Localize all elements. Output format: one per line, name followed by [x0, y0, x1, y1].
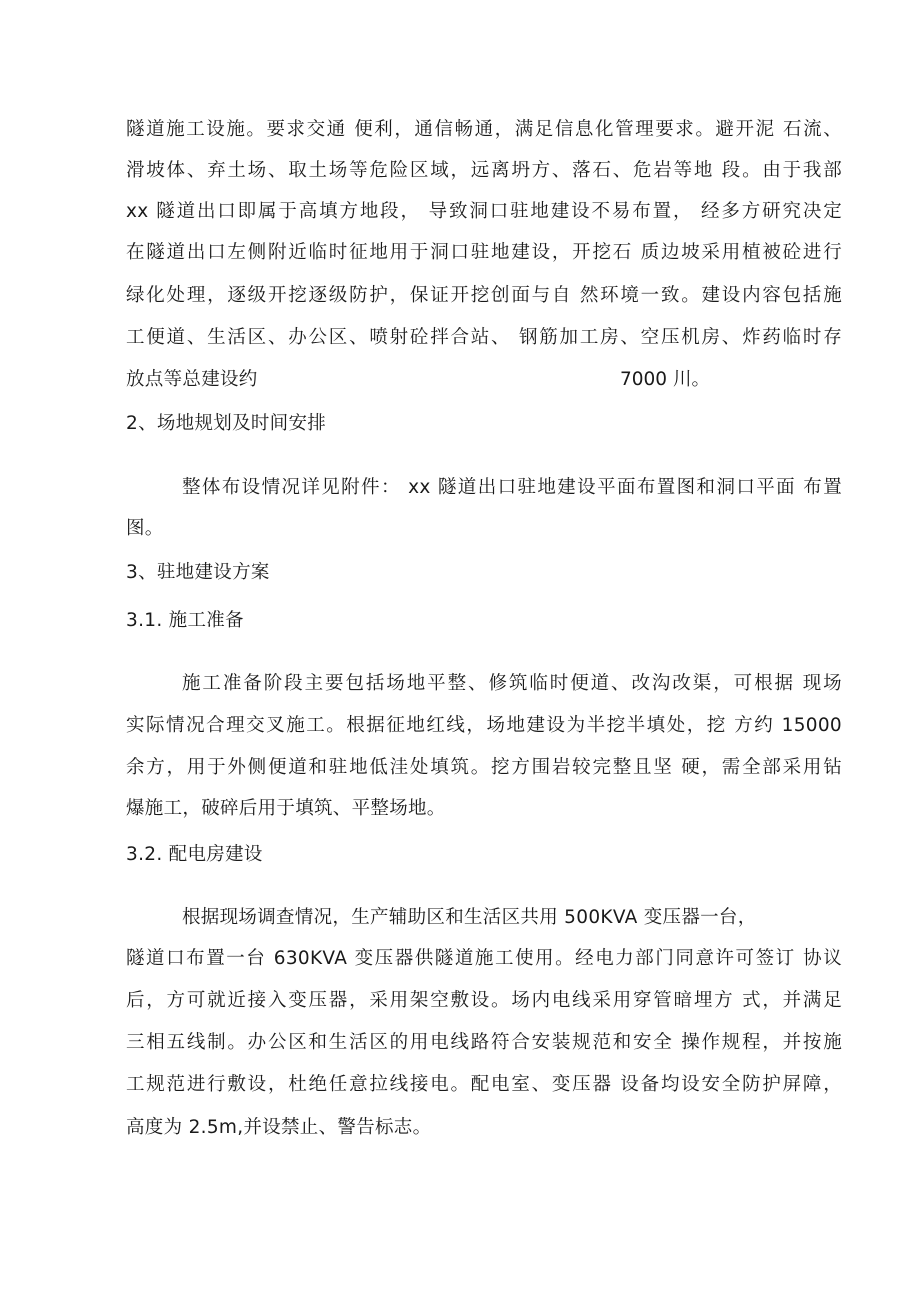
section2-paragraph-line-2: 图。 — [126, 518, 164, 539]
section3-2-line-4: 三相五线制。办公区和生活区的用电线路符合安装规范和安全 操作规程，并按施 — [126, 1032, 842, 1053]
paragraph1-last-line-right: 7000 川。 — [620, 369, 710, 390]
section3-2-line-2: 隧道口布置一台 630KVA 变压器供隧道施工使用。经电力部门同意许可签订 协议 — [126, 948, 842, 969]
section3-1-line-4: 爆施工，破碎后用于填筑、平整场地。 — [126, 798, 446, 819]
paragraph1-last-line-left: 放点等总建设约 — [126, 369, 258, 390]
section3-1-line-3: 余方，用于外侧便道和驻地低洼处填筑。挖方围岩较完整且坚 硬，需全部采用钻 — [126, 757, 842, 778]
section3-1-heading: 3.1. 施工准备 — [126, 610, 244, 631]
section2-paragraph-line-1: 整体布设情况详见附件： xx 隧道出口驻地建设平面布置图和洞口平面 布置 — [182, 477, 842, 498]
section3-1-line-2: 实际情况合理交叉施工。根据征地红线，场地建设为半挖半填处，挖 方约 15000 — [126, 715, 842, 736]
paragraph1-line-4: 在隧道出口左侧附近临时征地用于洞口驻地建设，开挖石 质边坡采用植被砼进行 — [126, 242, 842, 263]
section3-2-heading: 3.2. 配电房建设 — [126, 844, 263, 865]
paragraph1-line-6: 工便道、生活区、办公区、喷射砼拌合站、 钢筋加工房、空压机房、炸药临时存 — [126, 327, 842, 348]
section3-2-line-1: 根据现场调查情况，生产辅助区和生活区共用 500KVA 变压器一台， — [182, 907, 757, 928]
section3-2-line-3: 后，方可就近接入变压器，采用架空敷设。场内电线采用穿管暗埋方 式，并满足 — [126, 990, 842, 1011]
paragraph1-line-3: xx 隧道出口即属于高填方地段， 导致洞口驻地建设不易布置， 经多方研究决定 — [126, 201, 842, 222]
paragraph1-line-1: 隧道施工设施。要求交通 便利，通信畅通，满足信息化管理要求。避开泥 石流、 — [126, 119, 842, 140]
section3-2-line-6: 高度为 2.5m,并设禁止、警告标志。 — [126, 1117, 432, 1138]
section2-heading: 2、场地规划及时间安排 — [126, 413, 327, 434]
section3-2-line-5: 工规范进行敷设，杜绝任意拉线接电。配电室、变压器 设备均设安全防护屏障， — [126, 1074, 842, 1095]
paragraph1-line-2: 滑坡体、弃土场、取土场等危险区域，远离坍方、落石、危岩等地 段。由于我部 — [126, 160, 842, 181]
section3-heading: 3、驻地建设方案 — [126, 562, 270, 583]
section3-1-line-1: 施工准备阶段主要包括场地平整、修筑临时便道、改沟改渠，可根据 现场 — [182, 673, 842, 694]
paragraph1-line-5: 绿化处理，逐级开挖逐级防护，保证开挖创面与自 然环境一致。建设内容包括施 — [126, 285, 842, 306]
